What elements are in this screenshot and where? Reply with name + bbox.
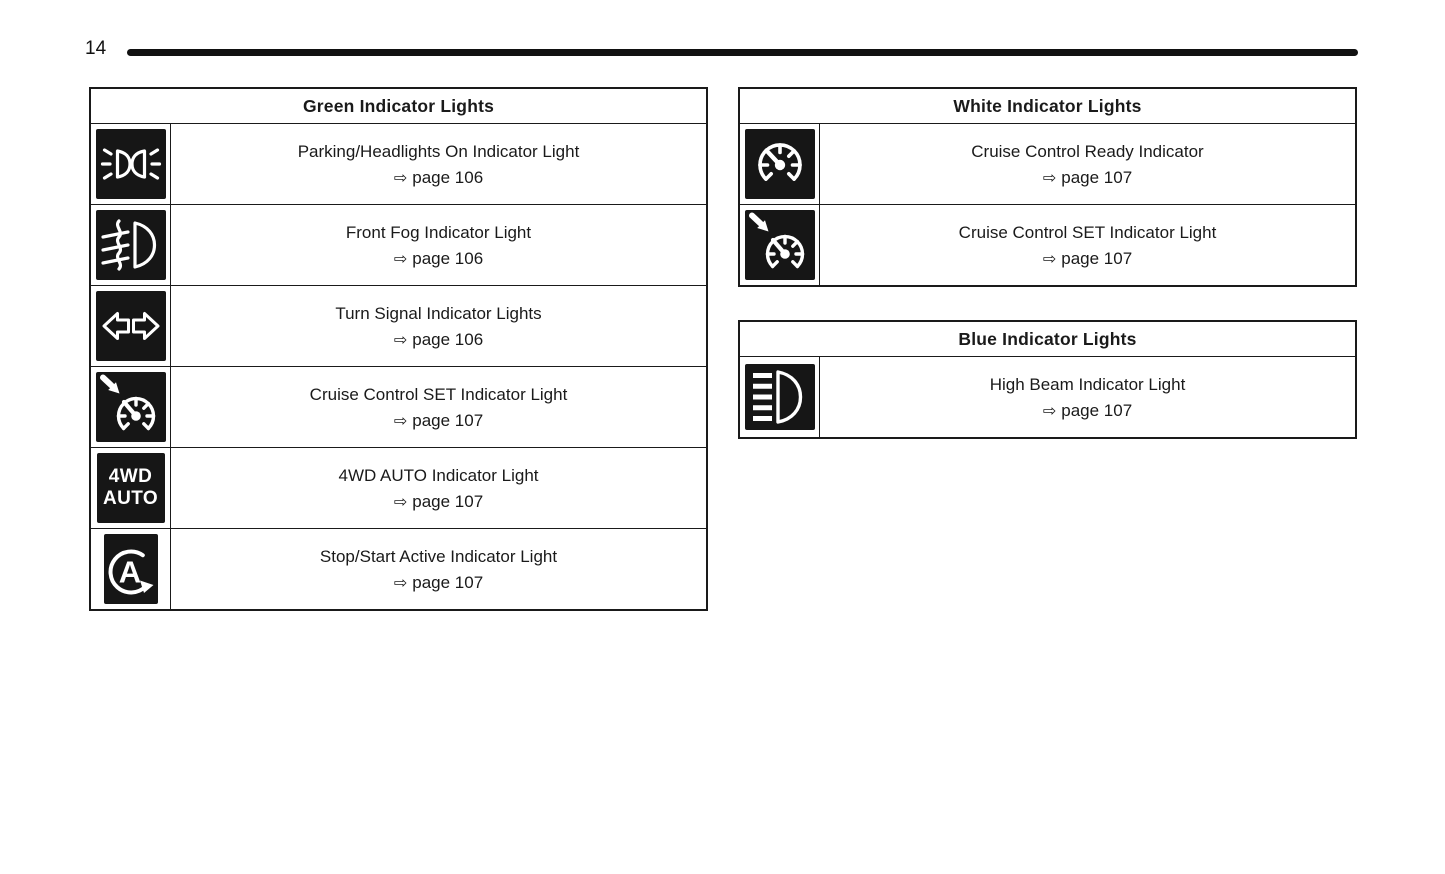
page-ref-text: page 107 [412,491,484,511]
indicator-title: Front Fog Indicator Light [345,222,532,242]
indicator-title: High Beam Indicator Light [989,374,1186,394]
text-cell [171,286,706,366]
4wd-auto-icon [97,453,165,523]
indicator-title: Cruise Control SET Indicator Light [309,384,568,404]
table-row [91,367,706,448]
page-reference[interactable] [394,330,483,349]
page-ref-text: page 106 [412,329,484,349]
indicator-title: Turn Signal Indicator Lights [335,303,542,323]
table-row [740,357,1355,437]
icon-cell [91,367,171,447]
blue-indicator-lights-table [738,320,1357,439]
indicator-title: 4WD AUTO Indicator Light [338,465,539,485]
text-cell [820,124,1355,204]
page-arrow-icon: ⇨ [1042,400,1057,420]
4wd-icon-text: 4WD [108,466,153,487]
icon-cell [91,448,171,528]
page-arrow-icon: ⇨ [393,329,408,349]
front-fog-icon [96,210,166,280]
page-ref-text: page 107 [1061,167,1133,187]
page-reference[interactable] [1043,168,1132,187]
text-cell [171,529,706,609]
page-reference[interactable] [394,249,483,268]
indicator-title: Cruise Control Ready Indicator [971,141,1204,161]
icon-cell [740,205,820,285]
icon-cell [91,529,171,609]
icon-cell [91,205,171,285]
stop-start-active-icon [104,534,158,604]
4wd-icon-text: AUTO [102,488,159,509]
page-arrow-icon: ⇨ [393,572,408,592]
text-cell [171,367,706,447]
page-arrow-icon: ⇨ [393,491,408,511]
table-row [91,124,706,205]
indicator-title: Stop/Start Active Indicator Light [319,546,558,566]
high-beam-icon [745,364,815,430]
icon-cell [91,124,171,204]
header-rule [127,49,1358,56]
page-reference[interactable] [1043,401,1132,420]
page-arrow-icon: ⇨ [1042,167,1057,187]
page-reference[interactable] [394,411,483,430]
page-ref-text: page 107 [412,410,484,430]
turn-signal-icon [96,291,166,361]
icon-cell [740,357,820,437]
table-row [91,448,706,529]
green-indicator-lights-table [89,87,708,611]
parking-headlights-on-icon [96,129,166,199]
icon-cell [740,124,820,204]
stop-start-letter: A [118,554,141,590]
table-title: White Indicator Lights [740,89,1355,124]
page-reference[interactable] [394,573,483,592]
indicator-title: Cruise Control SET Indicator Light [958,222,1217,242]
page-arrow-icon: ⇨ [393,410,408,430]
page-ref-text: page 107 [412,572,484,592]
page-ref-text: page 107 [1061,248,1133,268]
white-indicator-lights-table [738,87,1357,287]
page-ref-text: page 106 [412,248,484,268]
text-cell [171,448,706,528]
icon-cell [91,286,171,366]
cruise-control-set-icon [745,210,815,280]
cruise-control-set-icon [96,372,166,442]
page-arrow-icon: ⇨ [1042,248,1057,268]
text-cell [171,124,706,204]
table-row [740,205,1355,285]
table-row [91,529,706,609]
table-title: Blue Indicator Lights [740,322,1355,357]
indicator-title: Parking/Headlights On Indicator Light [297,141,580,161]
table-row [740,124,1355,205]
page-ref-text: page 106 [412,167,484,187]
text-cell [820,357,1355,437]
page-reference[interactable] [1043,249,1132,268]
page-reference[interactable] [394,168,483,187]
table-title: Green Indicator Lights [91,89,706,124]
page-number: 14 [85,38,107,59]
page-reference[interactable] [394,492,483,511]
table-row [91,205,706,286]
text-cell [820,205,1355,285]
page-ref-text: page 107 [1061,400,1133,420]
page-arrow-icon: ⇨ [393,167,408,187]
table-row [91,286,706,367]
cruise-control-ready-icon [745,129,815,199]
text-cell [171,205,706,285]
page-arrow-icon: ⇨ [393,248,408,268]
